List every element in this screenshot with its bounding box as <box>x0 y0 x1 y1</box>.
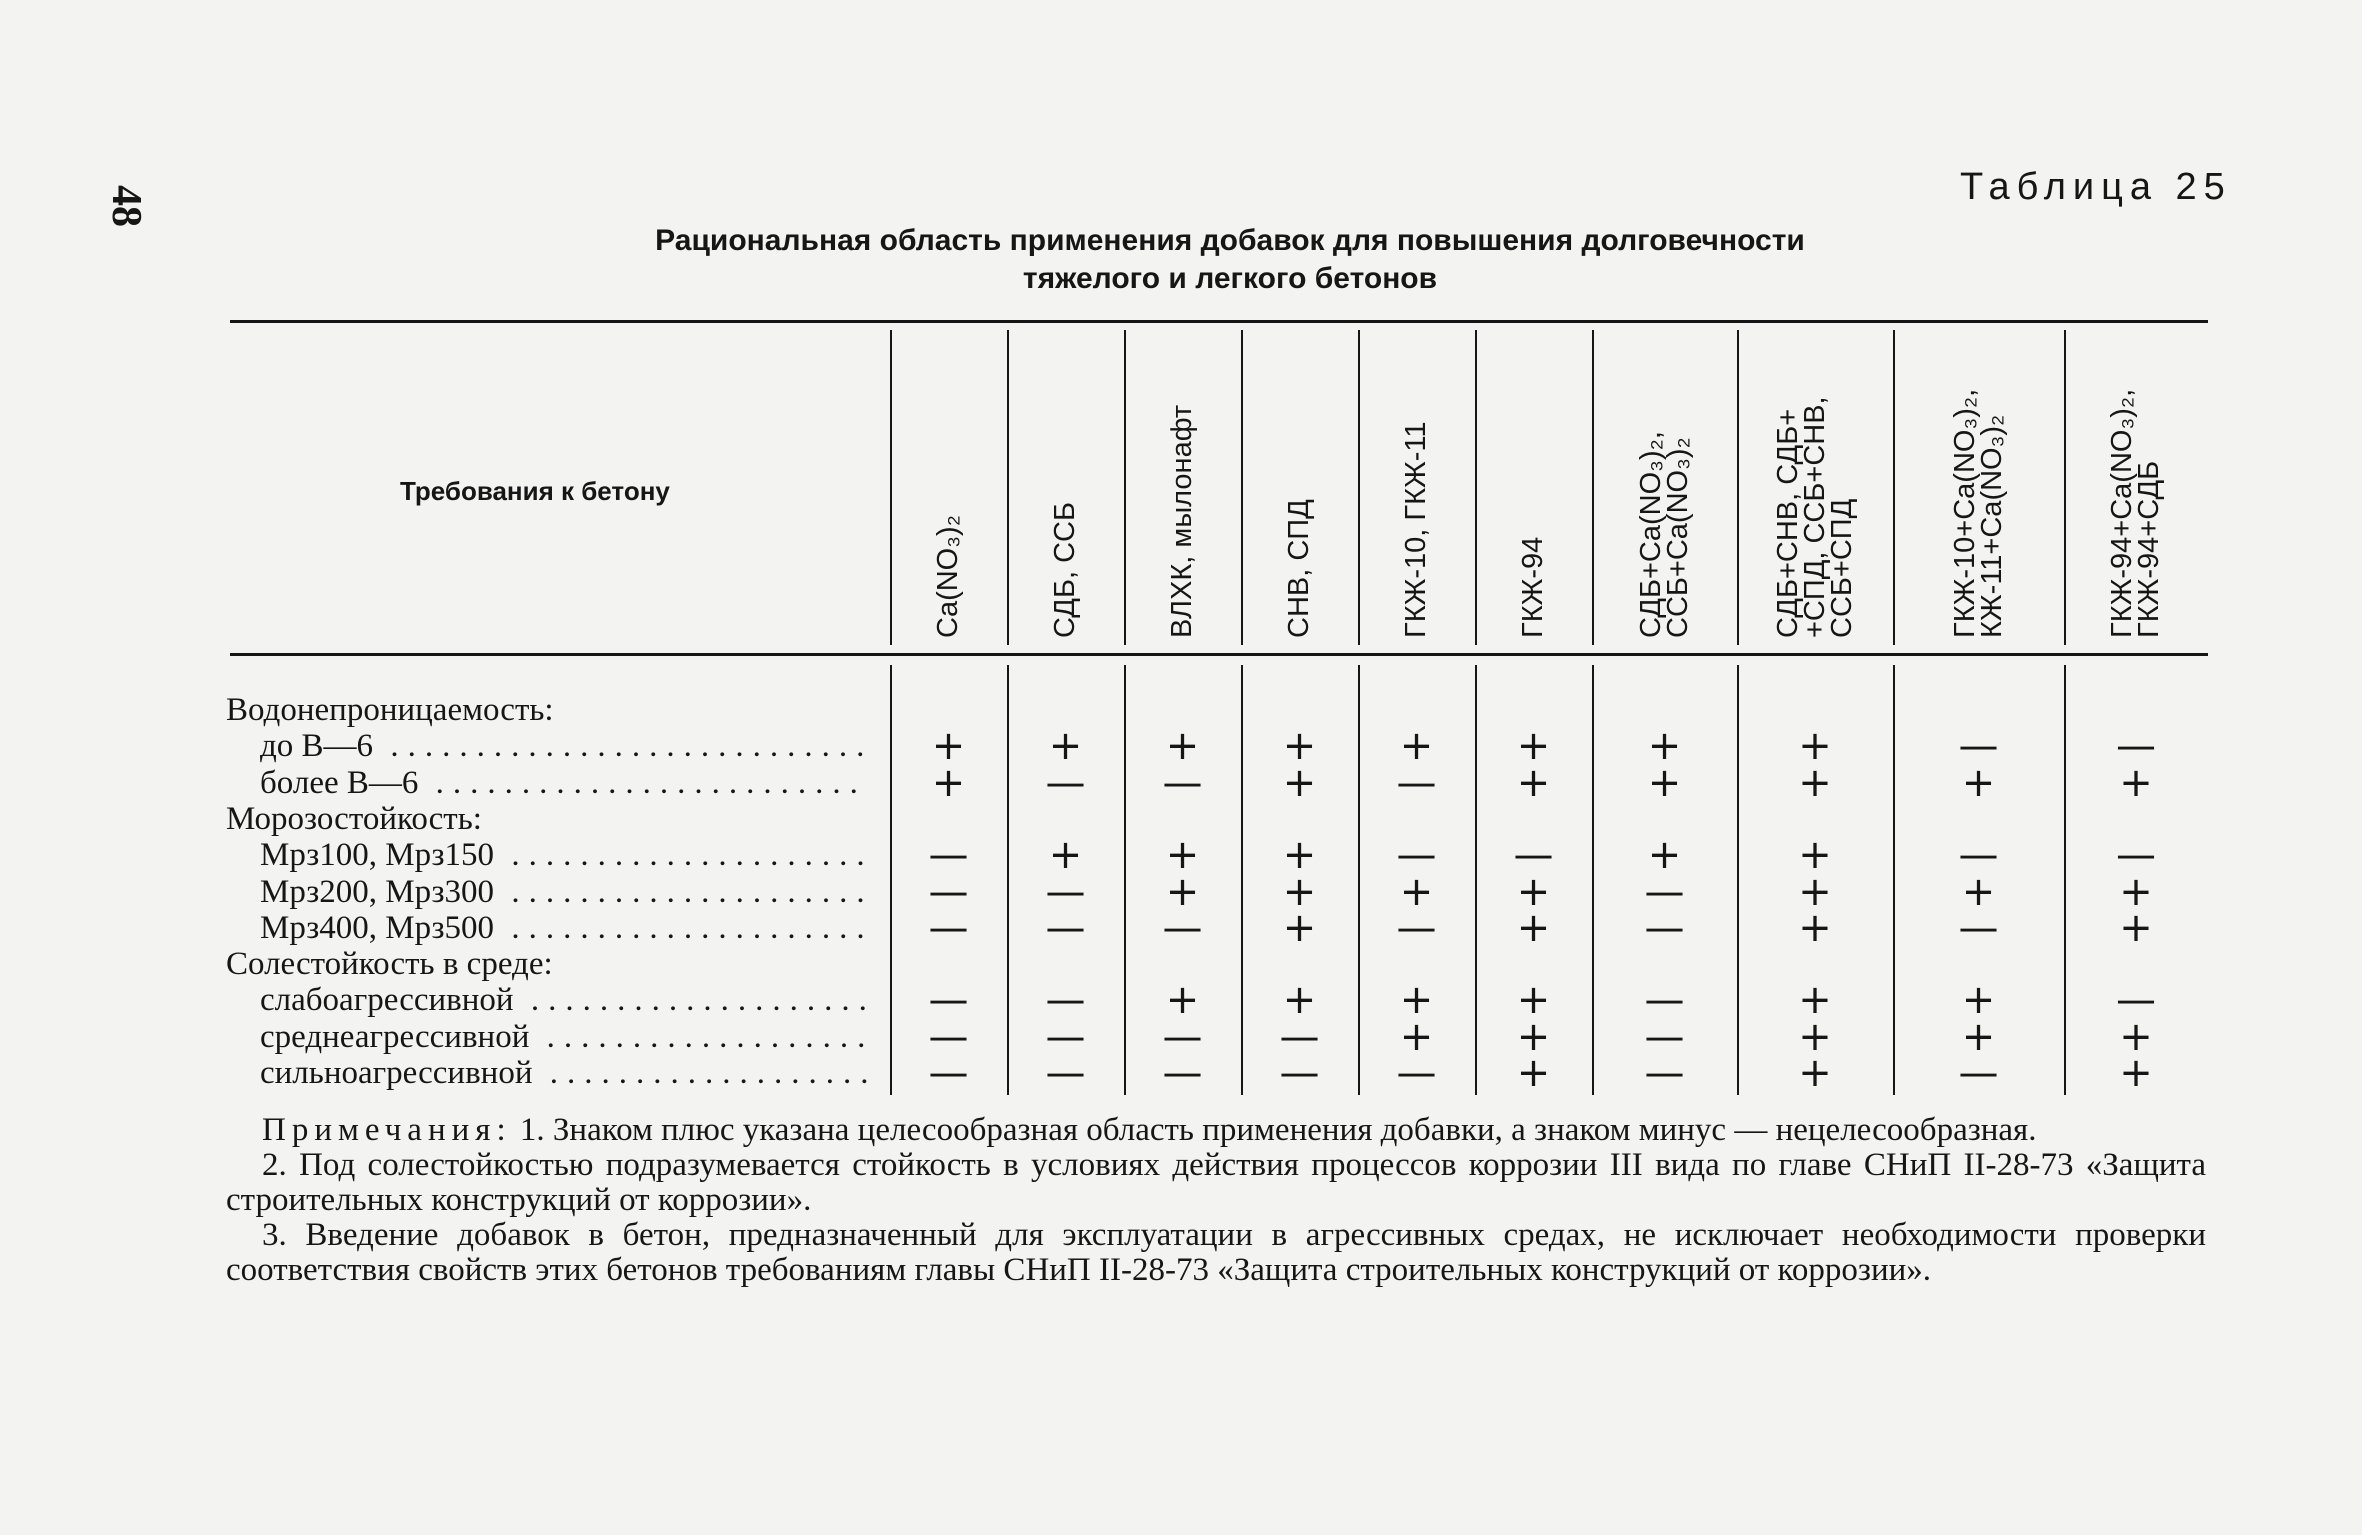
table-cell: — <box>2116 723 2156 770</box>
table-cell: — <box>1045 1050 1086 1096</box>
table-cell: — <box>1162 1013 1203 1060</box>
table-cell: + <box>1798 904 1832 951</box>
column-header <box>2106 388 2165 638</box>
table-cell: — <box>2116 832 2156 879</box>
row-label <box>260 910 874 946</box>
title-line-2: тяжелого и легкого бетонов <box>1022 262 1438 295</box>
column-divider-header <box>1737 330 1739 645</box>
column-header <box>1771 396 1858 638</box>
table-cell: + <box>2119 1050 2153 1096</box>
table-title <box>560 222 1900 298</box>
column-header-line: ССБ+СПД <box>1825 498 1858 638</box>
table-cell: — <box>1396 904 1437 951</box>
row-label <box>260 1019 874 1055</box>
table-cell: + <box>1282 832 1317 879</box>
table-cell: — <box>1045 759 1086 806</box>
table-cell: — <box>1644 868 1685 915</box>
table-cell: + <box>1647 832 1682 879</box>
row-group-label <box>226 946 553 982</box>
row-label-text: среднеагрессивной <box>260 1018 530 1055</box>
column-divider-header <box>1241 330 1243 645</box>
table-cell: + <box>1647 759 1682 806</box>
row-group-label <box>226 692 554 728</box>
row-label <box>260 837 874 873</box>
table-cell: + <box>1165 868 1200 915</box>
column-header-line: СДБ+Ca(NO₃)₂, <box>1634 431 1667 638</box>
column-header-line: СДБ+СНВ, СДБ+ <box>1771 408 1804 638</box>
table-cell: — <box>928 977 969 1024</box>
title-line-1: Рациональная область применения добавок для повышения долговечности <box>655 224 1805 257</box>
row-label <box>260 728 873 764</box>
table-cell: + <box>1961 759 1996 806</box>
table-cell: — <box>1396 759 1437 806</box>
column-header <box>1166 404 1198 638</box>
table-cell: + <box>1516 868 1551 915</box>
table-cell: + <box>1165 723 1200 770</box>
row-label <box>260 874 874 910</box>
note-1-text: 1. Знаком плюс указана целесообразная область применения добавки, а знаком минус — нецелесообразная. <box>519 1112 2037 1148</box>
column-divider-body <box>1007 665 1009 1095</box>
column-divider-body <box>1358 665 1360 1095</box>
note-2: 2. Под солестойкостью подразумевается стойкость в условиях действия процессов коррозии III вида по главе СНиП II-28-73 «Защита строительных конструкций от коррозии». <box>226 1147 2206 1218</box>
column-header <box>1283 499 1315 638</box>
row-label <box>260 982 876 1018</box>
page-number: 48 <box>103 185 149 227</box>
row-label <box>260 765 867 801</box>
column-header-line: ГКЖ-94+Ca(NO₃)₂, <box>2106 388 2138 638</box>
column-divider-body <box>1592 665 1594 1095</box>
table-cell: + <box>1282 904 1317 951</box>
table-cell: — <box>928 832 969 879</box>
row-label-text: Мрз400, Мрз500 <box>260 909 495 946</box>
column-divider-header <box>1124 330 1126 645</box>
table-cell: — <box>1162 904 1203 951</box>
table-cell: + <box>1399 868 1434 915</box>
table-cell: + <box>1282 868 1317 915</box>
table-cell: + <box>1961 1013 1996 1060</box>
column-divider-header <box>890 330 892 645</box>
header-bottom-rule <box>230 653 2208 656</box>
column-divider-body <box>890 665 892 1095</box>
table-cell: — <box>1045 868 1086 915</box>
table-cell: + <box>1798 832 1832 879</box>
row-label-text: сильноагрессивной <box>260 1055 533 1091</box>
table-cell: + <box>2119 1013 2153 1060</box>
table-cell: + <box>1282 723 1317 770</box>
table-cell: — <box>1279 1050 1320 1096</box>
column-divider-header <box>1007 330 1009 645</box>
column-header-line: СДБ, ССБ <box>1049 501 1081 638</box>
table-number: Таблица 25 <box>1960 166 2232 208</box>
table-cell: + <box>1798 723 1832 770</box>
leader-dots: ......................... <box>418 764 867 801</box>
table-cell: + <box>1798 1013 1832 1060</box>
column-header-line: +СПД, ССБ+СНВ, <box>1798 396 1831 638</box>
table-cell: — <box>1958 723 1999 770</box>
column-header-line: ГКЖ-10+Ca(NO₃)₂, <box>1948 388 1981 638</box>
table-cell: + <box>931 723 966 770</box>
table-cell: + <box>1165 832 1200 879</box>
column-divider-body <box>1241 665 1243 1095</box>
table-cell: — <box>1045 977 1086 1024</box>
column-divider-body <box>1893 665 1895 1095</box>
table-notes <box>226 1113 2206 1288</box>
column-header-line: ГКЖ-10, ГКЖ-11 <box>1400 421 1432 638</box>
column-header-line: СНВ, СПД <box>1283 499 1315 638</box>
leader-dots: ................... <box>529 1018 875 1055</box>
table-cell: + <box>1516 759 1551 806</box>
table-cell: — <box>1279 1013 1320 1060</box>
column-header-line: ГКЖ-94+СДБ <box>2133 460 2165 638</box>
table-cell: + <box>1961 868 1996 915</box>
table-cell: + <box>931 759 966 806</box>
column-divider-body <box>2064 665 2066 1095</box>
note-1 <box>226 1113 2206 1148</box>
leader-dots: ............................ <box>373 728 874 765</box>
table-cell: + <box>1048 832 1083 879</box>
table-cell: — <box>1396 832 1437 879</box>
column-divider-header <box>2064 330 2066 645</box>
column-header-line: КЖ-11+Ca(NO₃)₂ <box>1975 414 2008 638</box>
table-cell: + <box>1516 977 1551 1024</box>
table-cell: + <box>1798 1050 1832 1096</box>
column-header-line: Ca(NO₃)₂ <box>932 515 964 638</box>
table-cell: + <box>1961 977 1996 1024</box>
table-cell: + <box>1399 977 1434 1024</box>
row-label-text: Водонепроницаемость: <box>226 692 554 728</box>
column-header-line: ВЛХК, мылонафт <box>1166 404 1198 638</box>
table-cell: — <box>1644 1050 1685 1096</box>
column-header <box>1948 388 2008 638</box>
column-header <box>932 515 964 638</box>
table-cell: — <box>1958 904 1999 951</box>
table-cell: + <box>1647 723 1682 770</box>
leader-dots: .................... <box>513 982 876 1019</box>
table-cell: — <box>1644 1013 1685 1060</box>
table-cell: — <box>1045 904 1086 951</box>
table-cell: + <box>2119 904 2153 951</box>
leader-dots: ..................... <box>494 909 874 946</box>
table-cell: — <box>1513 832 1554 879</box>
table-cell: + <box>1399 723 1434 770</box>
table-cell: — <box>1958 1050 1999 1096</box>
row-group-label <box>226 801 482 837</box>
column-header <box>1634 431 1694 638</box>
table-cell: + <box>1798 977 1832 1024</box>
table-cell: — <box>1644 904 1685 951</box>
table-cell: + <box>1798 759 1832 806</box>
table-cell: — <box>1958 832 1999 879</box>
column-divider-header <box>1475 330 1477 645</box>
column-header <box>1049 501 1081 638</box>
row-label-text: Солестойкость в среде: <box>226 946 553 983</box>
table-cell: + <box>1516 904 1551 951</box>
notes-label: Примечания: <box>262 1112 512 1148</box>
row-label <box>260 1055 878 1091</box>
table-cell: + <box>1399 1013 1434 1060</box>
column-header-line: ГКЖ-94 <box>1517 536 1549 638</box>
table-cell: + <box>1516 723 1551 770</box>
column-divider-body <box>1737 665 1739 1095</box>
row-label-text: Морозостойкость: <box>226 800 482 837</box>
column-divider-body <box>1475 665 1477 1095</box>
requirements-column-header: Требования к бетону <box>400 476 670 506</box>
column-divider-header <box>1592 330 1594 645</box>
column-header-line: ССБ+Ca(NO₃)₂ <box>1661 437 1694 638</box>
table-cell: — <box>1162 759 1203 806</box>
table-cell: + <box>1048 723 1083 770</box>
table-cell: — <box>1644 977 1685 1024</box>
column-divider-header <box>1358 330 1360 645</box>
table-cell: + <box>1798 868 1832 915</box>
row-label-text: до В—6 <box>260 728 374 765</box>
table-cell: + <box>1282 977 1317 1024</box>
leader-dots: ..................... <box>494 837 874 874</box>
table-cell: + <box>1516 1050 1551 1096</box>
row-label-text: слабоагрессивной <box>260 982 514 1019</box>
row-label-text: Мрз100, Мрз150 <box>260 837 495 874</box>
note-3: 3. Введение добавок в бетон, предназначенный для эксплуатации в агрессивных средах, не исключает необходимости проверки соответствия свойств этих бетонов требованиям главы СНиП II-28-73 «Защита строительных конструкций от коррозии». <box>226 1217 2206 1288</box>
table-cell: — <box>928 904 969 951</box>
table-cell: + <box>1165 977 1200 1024</box>
leader-dots: ................... <box>532 1055 878 1091</box>
table-cell: + <box>2119 868 2153 915</box>
column-header <box>1517 536 1549 638</box>
row-label-text: Мрз200, Мрз300 <box>260 873 495 910</box>
table-cell: — <box>2116 977 2156 1024</box>
table-cell: + <box>1516 1013 1551 1060</box>
table-cell: + <box>2119 759 2153 806</box>
table-cell: — <box>1045 1013 1086 1060</box>
table-cell: — <box>1162 1050 1203 1096</box>
column-divider-body <box>1124 665 1126 1095</box>
table-cell: — <box>928 868 969 915</box>
table-cell: — <box>928 1050 969 1096</box>
table-cell: + <box>1282 759 1317 806</box>
table-cell: — <box>928 1013 969 1060</box>
top-rule <box>230 320 2208 323</box>
leader-dots: ..................... <box>494 873 874 910</box>
column-divider-header <box>1893 330 1895 645</box>
table-cell: — <box>1396 1050 1437 1096</box>
row-label-text: более В—6 <box>260 764 419 801</box>
column-header <box>1400 421 1432 638</box>
